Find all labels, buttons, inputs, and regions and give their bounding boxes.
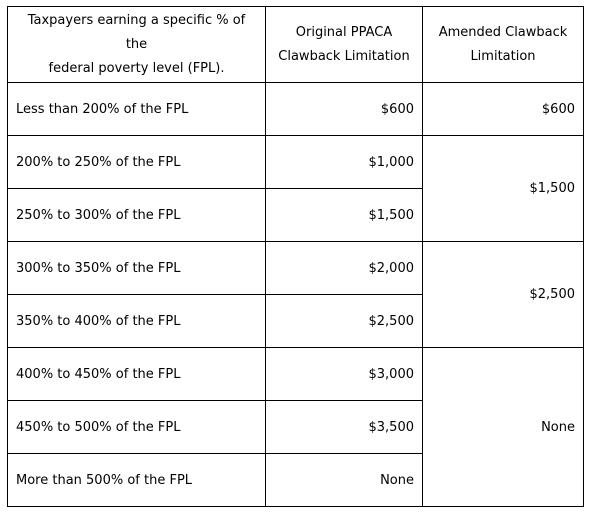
header-row xyxy=(8,7,584,83)
fpl-bracket-cell: 450% to 500% of the FPL xyxy=(8,401,266,454)
table-row xyxy=(8,83,584,136)
original-limitation-cell: $3,000 xyxy=(266,348,423,401)
amended-limitation-cell: $1,500 xyxy=(423,136,584,242)
amended-limitation-cell: None xyxy=(423,348,584,507)
table-row xyxy=(8,242,584,295)
table-row xyxy=(8,136,584,189)
header-fpl-bracket: Taxpayers earning a specific % of the federal poverty level (FPL). xyxy=(8,7,266,83)
original-limitation-cell: $1,500 xyxy=(266,189,423,242)
original-limitation-cell: $2,000 xyxy=(266,242,423,295)
header-original-limitation: Original PPACA Clawback Limitation xyxy=(266,7,423,83)
fpl-bracket-cell: 300% to 350% of the FPL xyxy=(8,242,266,295)
original-limitation-cell: None xyxy=(266,454,423,507)
clawback-limitation-table xyxy=(7,6,584,507)
fpl-bracket-cell: 250% to 300% of the FPL xyxy=(8,189,266,242)
original-limitation-cell: $2,500 xyxy=(266,295,423,348)
amended-limitation-cell: $600 xyxy=(423,83,584,136)
fpl-bracket-cell: Less than 200% of the FPL xyxy=(8,83,266,136)
original-limitation-cell: $3,500 xyxy=(266,401,423,454)
amended-limitation-cell: $2,500 xyxy=(423,242,584,348)
original-limitation-cell: $600 xyxy=(266,83,423,136)
original-limitation-cell: $1,000 xyxy=(266,136,423,189)
header-amended-limitation: Amended Clawback Limitation xyxy=(423,7,584,83)
table-row xyxy=(8,348,584,401)
fpl-bracket-cell: 200% to 250% of the FPL xyxy=(8,136,266,189)
fpl-bracket-cell: More than 500% of the FPL xyxy=(8,454,266,507)
fpl-bracket-cell: 400% to 450% of the FPL xyxy=(8,348,266,401)
fpl-bracket-cell: 350% to 400% of the FPL xyxy=(8,295,266,348)
